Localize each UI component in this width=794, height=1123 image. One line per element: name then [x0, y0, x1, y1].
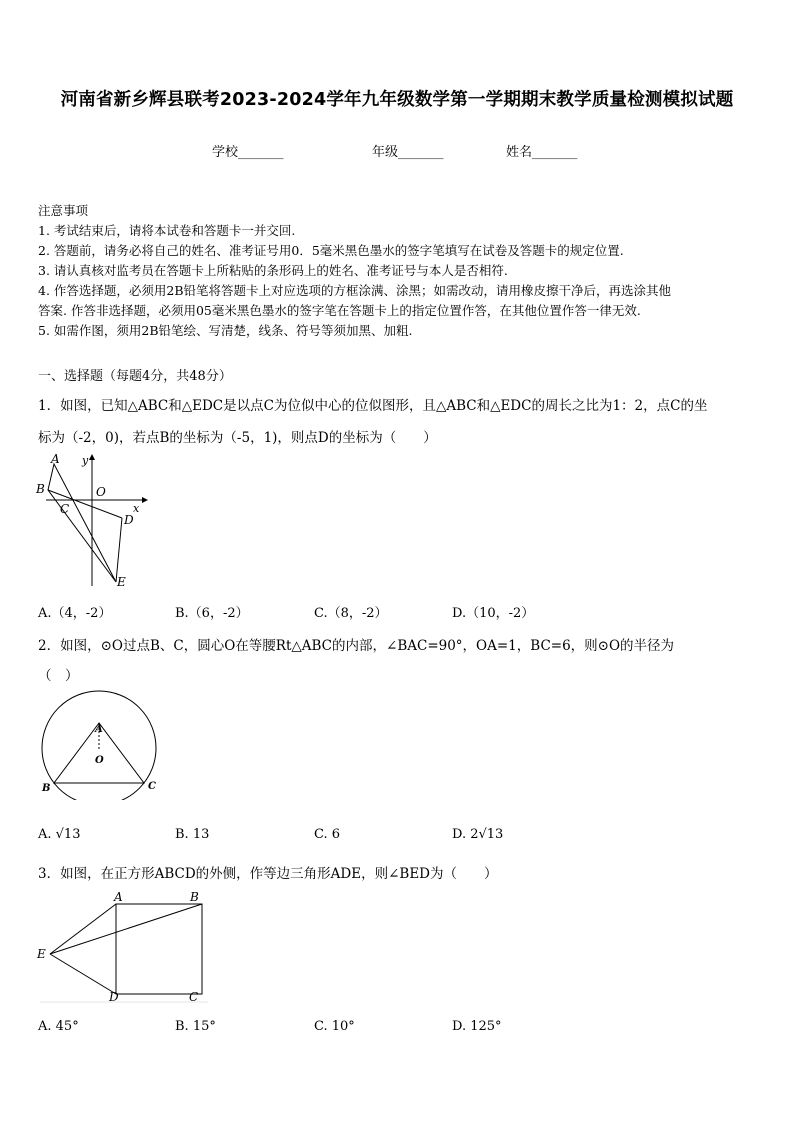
- label-c: C: [189, 990, 199, 1004]
- question-3-figure: [36, 890, 212, 1008]
- label-a: A: [114, 890, 123, 904]
- option-a[interactable]: A.（4，-2）: [38, 606, 112, 621]
- label-o: O: [95, 755, 104, 766]
- section-heading: 一、选择题（每题4分，共48分）: [38, 369, 232, 384]
- question-2-figure: [36, 688, 164, 800]
- name-field: 姓名_______: [506, 145, 578, 160]
- label-a: A: [95, 724, 103, 735]
- square-abcd: [116, 904, 202, 994]
- label-b: B: [36, 482, 45, 496]
- option-b[interactable]: B. 13: [175, 827, 210, 842]
- option-d[interactable]: D.（10，-2）: [452, 606, 535, 621]
- question-2-line-2: （ ）: [38, 668, 79, 684]
- option-c[interactable]: C. 6: [314, 827, 341, 842]
- y-axis-arrow: [89, 454, 95, 460]
- option-d[interactable]: D. 2√13: [452, 827, 504, 842]
- label-e: E: [37, 947, 46, 961]
- note-item: 4. 作答选择题，必须用2B铅笔将答题卡上对应选项的方框涂满、涂黑；如需改动，请用橡皮擦干净后，再选涂其他: [38, 283, 672, 298]
- note-item: 1. 考试结束后，请将本试卷和答题卡一并交回.: [38, 223, 296, 238]
- question-3-options: [38, 1019, 778, 1039]
- circle-o: [42, 691, 156, 800]
- note-item: 3. 请认真核对监考员在答题卡上所粘贴的条形码上的姓名、准考证号与本人是否相符.: [38, 263, 508, 278]
- segment-de: [116, 518, 122, 582]
- option-a[interactable]: A. 45°: [38, 1019, 79, 1034]
- note-item: 5. 如需作图，须用2B铅笔绘、写清楚，线条、符号等须加黑、加粗.: [38, 323, 413, 338]
- grade-field: 年级_______: [372, 145, 444, 160]
- page-title: 河南省新乡辉县联考2023-2024学年九年级数学第一学期期末教学质量检测模拟试题: [60, 90, 734, 110]
- x-axis-arrow: [142, 497, 148, 503]
- segment-ed: [50, 954, 116, 994]
- note-item: 2. 答题前，请务必将自己的姓名、准考证号用0．5毫米黑色墨水的签字笔填写在试卷及答题卡的规定位置.: [38, 243, 624, 258]
- option-b[interactable]: B. 15°: [175, 1019, 216, 1034]
- note-item: 答案. 作答非选择题，必须用05毫米黑色墨水的签字笔在答题卡上的指定位置作答，在其他位置作答一律无效.: [38, 303, 641, 318]
- question-2-line-1: 2．如图，⊙O过点B、C，圆心O在等腰Rt△ABC的内部，∠BAC=90°，OA=1，BC=6，则⊙O的半径为: [38, 638, 675, 654]
- school-field: 学校_______: [212, 145, 284, 160]
- label-x: x: [133, 502, 140, 515]
- notes-heading: 注意事项: [38, 203, 89, 218]
- option-b[interactable]: B.（6，-2）: [175, 606, 249, 621]
- label-a: A: [51, 452, 60, 466]
- label-y: y: [82, 454, 89, 467]
- question-3-line-1: 3．如图，在正方形ABCD的外侧，作等边三角形ADE，则∠BED为（ ）: [38, 866, 498, 882]
- label-o: O: [96, 485, 106, 499]
- option-d[interactable]: D. 125°: [452, 1019, 502, 1034]
- segment-eb: [50, 904, 202, 954]
- label-b: B: [42, 783, 51, 794]
- option-c[interactable]: C.（8，-2）: [314, 606, 388, 621]
- question-2-options: [38, 827, 778, 847]
- label-c: C: [60, 502, 70, 516]
- option-c[interactable]: C. 10°: [314, 1019, 355, 1034]
- option-a[interactable]: A. √13: [38, 827, 81, 842]
- question-1-line-2: 标为（-2，0)，若点B的坐标为（-5，1)，则点D的坐标为（ ）: [38, 430, 437, 446]
- label-b: B: [190, 890, 199, 904]
- question-1-line-1: 1．如图，已知△ABC和△EDC是以点C为位似中心的位似图形，且△ABC和△EDC的周长之比为1：2，点C的坐: [38, 398, 708, 414]
- question-1-options: [38, 602, 778, 622]
- notes-block: [38, 201, 671, 341]
- label-c: C: [148, 781, 156, 792]
- segment-ea: [50, 904, 116, 954]
- label-d: D: [124, 513, 134, 527]
- label-d: D: [109, 990, 119, 1004]
- label-e: E: [117, 575, 126, 589]
- question-1-figure: [34, 450, 150, 592]
- triangle-abe: [48, 464, 116, 582]
